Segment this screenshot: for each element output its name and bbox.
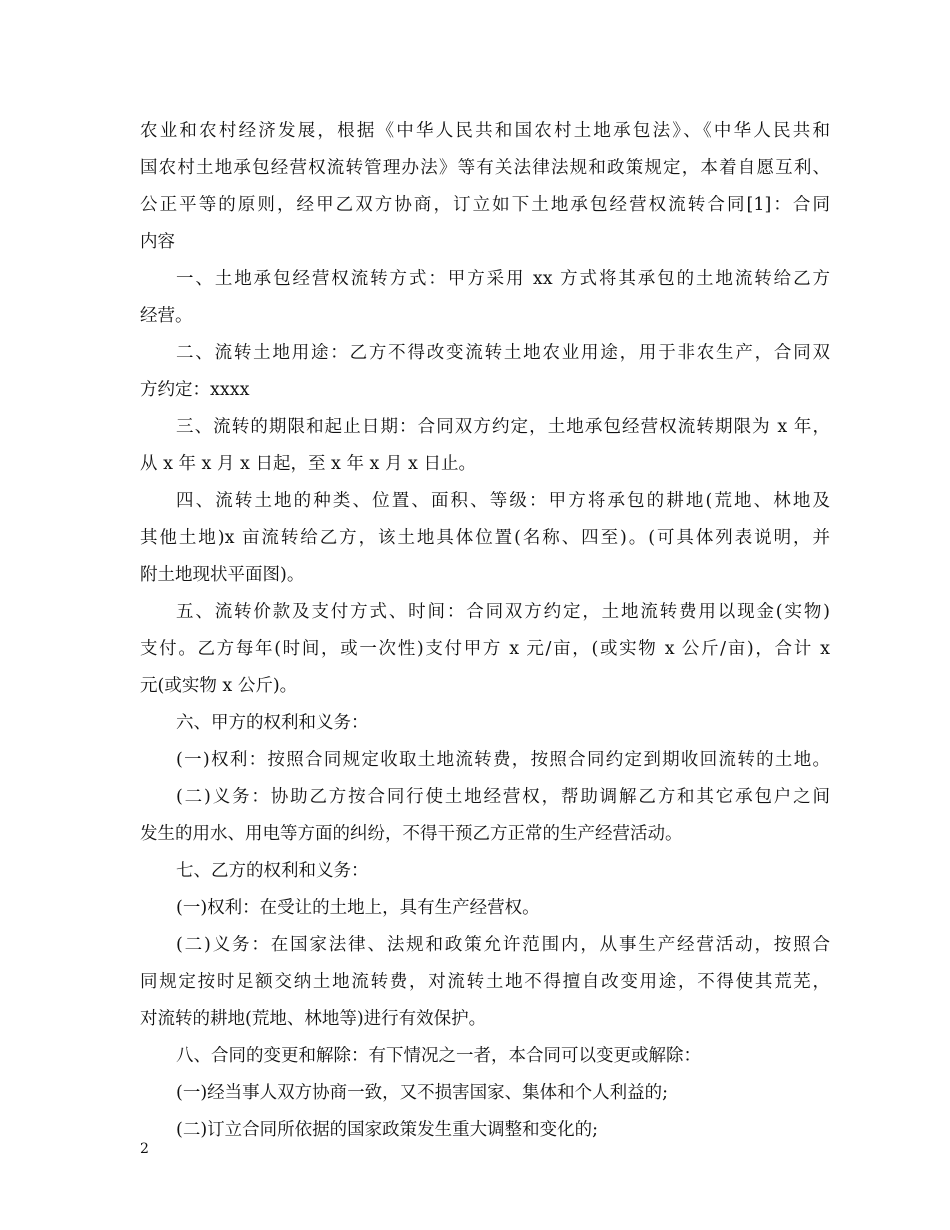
text-line: 对流转的耕地(荒地、林地等)进行有效保护。	[140, 1009, 487, 1029]
text-line: 从 x 年 x 月 x 日起，至 x 年 x 月 x 日止。	[140, 454, 476, 474]
text-line: 公正平等的原则，经甲乙双方协商，订立如下土地承包经营权流转合同[1]：合同	[140, 195, 830, 215]
text-line: (一)权利：按照合同规定收取土地流转费，按照合同约定到期收回流转的土地。	[176, 750, 830, 770]
text-line: 经营。	[140, 306, 193, 326]
text-line: 三、流转的期限和起止日期：合同双方约定，土地承包经营权流转期限为 x 年，	[176, 417, 830, 437]
text-line: 元(或实物 x 公斤)。	[140, 676, 298, 696]
text-line: 同规定按时足额交纳土地流转费，对流转土地不得擅自改变用途，不得使其荒芜，	[140, 972, 830, 992]
page-number: 2	[140, 1141, 149, 1157]
section-heading: 六、甲方的权利和义务：	[176, 713, 369, 733]
text-line: 四、流转土地的种类、位置、面积、等级：甲方将承包的耕地(荒地、林地及	[176, 491, 830, 511]
text-line: 发生的用水、用电等方面的纠纷，不得干预乙方正常的生产经营活动。	[140, 824, 683, 844]
text-line: (一)经当事人双方协商一致，又不损害国家、集体和个人利益的;	[176, 1083, 669, 1103]
text-line: 一、土地承包经营权流转方式：甲方采用 xx 方式将其承包的土地流转给乙方	[176, 269, 830, 289]
text-line: 支付。乙方每年(时间，或一次性)支付甲方 x 元/亩，(或实物 x 公斤/亩)，合计 x	[140, 639, 830, 659]
text-line: 二、流转土地用途：乙方不得改变流转土地农业用途，用于非农生产，合同双	[176, 343, 830, 363]
section-heading: 七、乙方的权利和义务：	[176, 861, 369, 881]
text-line: 附土地现状平面图)。	[140, 565, 305, 585]
text-line: 其他土地)x 亩流转给乙方，该土地具体位置(名称、四至)。(可具体列表说明，并	[140, 528, 830, 548]
text-line: 五、流转价款及支付方式、时间：合同双方约定，土地流转费用以现金(实物)	[176, 602, 830, 622]
text-line: 方约定：xxxx	[140, 380, 250, 400]
text-line: 内容	[140, 232, 175, 252]
text-line: 国农村土地承包经营权流转管理办法》等有关法律法规和政策规定，本着自愿互利、	[140, 158, 830, 178]
text-line: (一)权利：在受让的土地上，具有生产经营权。	[176, 898, 540, 918]
text-line: (二)义务：在国家法律、法规和政策允许范围内，从事生产经营活动，按照合	[176, 935, 830, 955]
text-line: 农业和农村经济发展，根据《中华人民共和国农村土地承包法》、《中华人民共和	[140, 121, 830, 141]
text-line: (二)义务：协助乙方按合同行使土地经营权，帮助调解乙方和其它承包户之间	[176, 787, 830, 807]
text-line: (二)订立合同所依据的国家政策发生重大调整和变化的;	[176, 1120, 599, 1140]
section-heading: 八、合同的变更和解除：有下情况之一者，本合同可以变更或解除：	[176, 1046, 701, 1066]
